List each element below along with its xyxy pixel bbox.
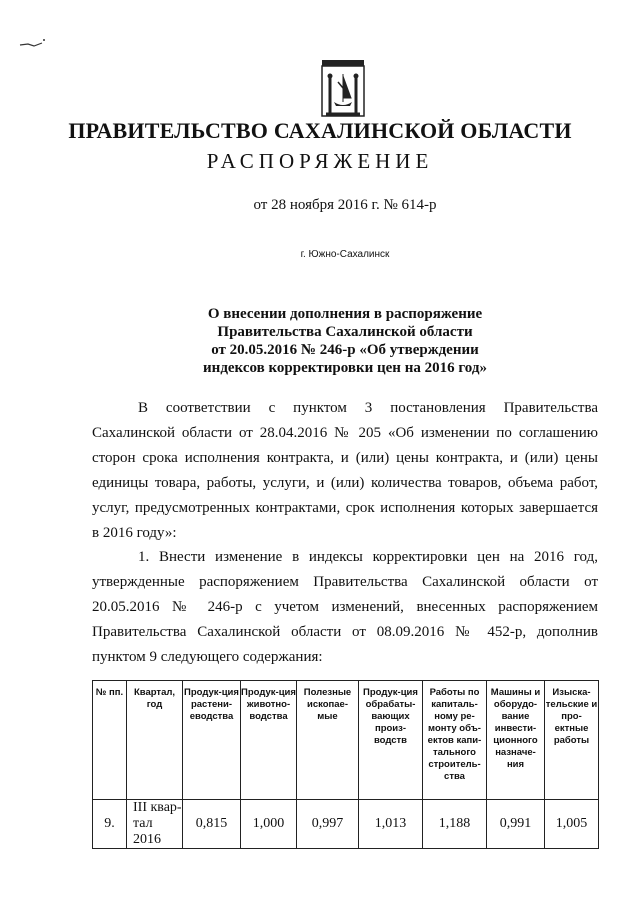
city: г. Южно-Сахалинск	[300, 249, 390, 260]
document-heading	[180, 305, 510, 377]
table-cell: 9.	[93, 800, 127, 849]
column-header: Работы по капиталь-ному ре-монту объ-ектов капи-тального строитель-ства	[423, 681, 487, 800]
heading-line: Правительства Сахалинской области	[217, 324, 473, 340]
column-header: Машины и оборудо-вание инвести-ционного назначе-ния	[487, 681, 545, 800]
table-cell: III квар-тал 2016	[127, 800, 183, 849]
column-header: Полезные ископае-мые	[297, 681, 359, 800]
table-header-row	[93, 681, 599, 800]
government-title: ПРАВИТЕЛЬСТВО САХАЛИНСКОЙ ОБЛАСТИ	[68, 118, 572, 143]
table-cell: 1,005	[545, 800, 599, 849]
price-index-table	[92, 680, 599, 849]
column-header: Квартал, год	[127, 681, 183, 800]
table-cell: 1,000	[241, 800, 297, 849]
scan-mark	[18, 36, 48, 52]
date-and-number: от 28 ноября 2016 г. № 614-р	[253, 197, 437, 213]
table-cell: 0,997	[297, 800, 359, 849]
document-type: РАСПОРЯЖЕНИЕ	[206, 149, 434, 173]
column-header: Продук-ция растени-еводства	[183, 681, 241, 800]
body-paragraph-1: В соответствии с пунктом 3 постановления Правительства Сахалинской области от 28.04.2016 № 205 «Об изменении по соглашению сторон срока исполнения контракта, и (или) цены контракта, и (или) цены единицы товара, работы, услуги, и (или) количества товаров, объема работ, услуг, предусмотренных контрактами, срок исполнения которых завершается в 2016 году»:	[92, 400, 598, 541]
table-cell: 0,991	[487, 800, 545, 849]
table-row	[93, 800, 599, 849]
table-cell: 0,815	[183, 800, 241, 849]
column-header: Продук-ция животно-водства	[241, 681, 297, 800]
column-header: Продук-ция обрабаты-вающих произ-водств	[359, 681, 423, 800]
table-cell: 1,013	[359, 800, 423, 849]
heading-line: О внесении дополнения в распоряжение	[207, 306, 483, 322]
body-paragraph-2: 1. Внести изменение в индексы корректировки цен на 2016 год, утвержденные распоряжением Правительства Сахалинской области от 20.05.2016 № 246-р с учетом изменений, внесенных распоряжением Правительства Сахалинской области от 08.09.2016 № 452-р, дополнив пунктом 9 следующего содержания:	[92, 549, 598, 665]
heading-line: от 20.05.2016 № 246-р «Об утверждении	[211, 342, 479, 358]
column-header: № пп.	[93, 681, 127, 800]
heading-line: индексов корректировки цен на 2016 год»	[203, 360, 487, 376]
table-cell: 1,188	[423, 800, 487, 849]
coat-of-arms-icon	[316, 58, 370, 120]
column-header: Изыска-тельские и про-ектные работы	[545, 681, 599, 800]
